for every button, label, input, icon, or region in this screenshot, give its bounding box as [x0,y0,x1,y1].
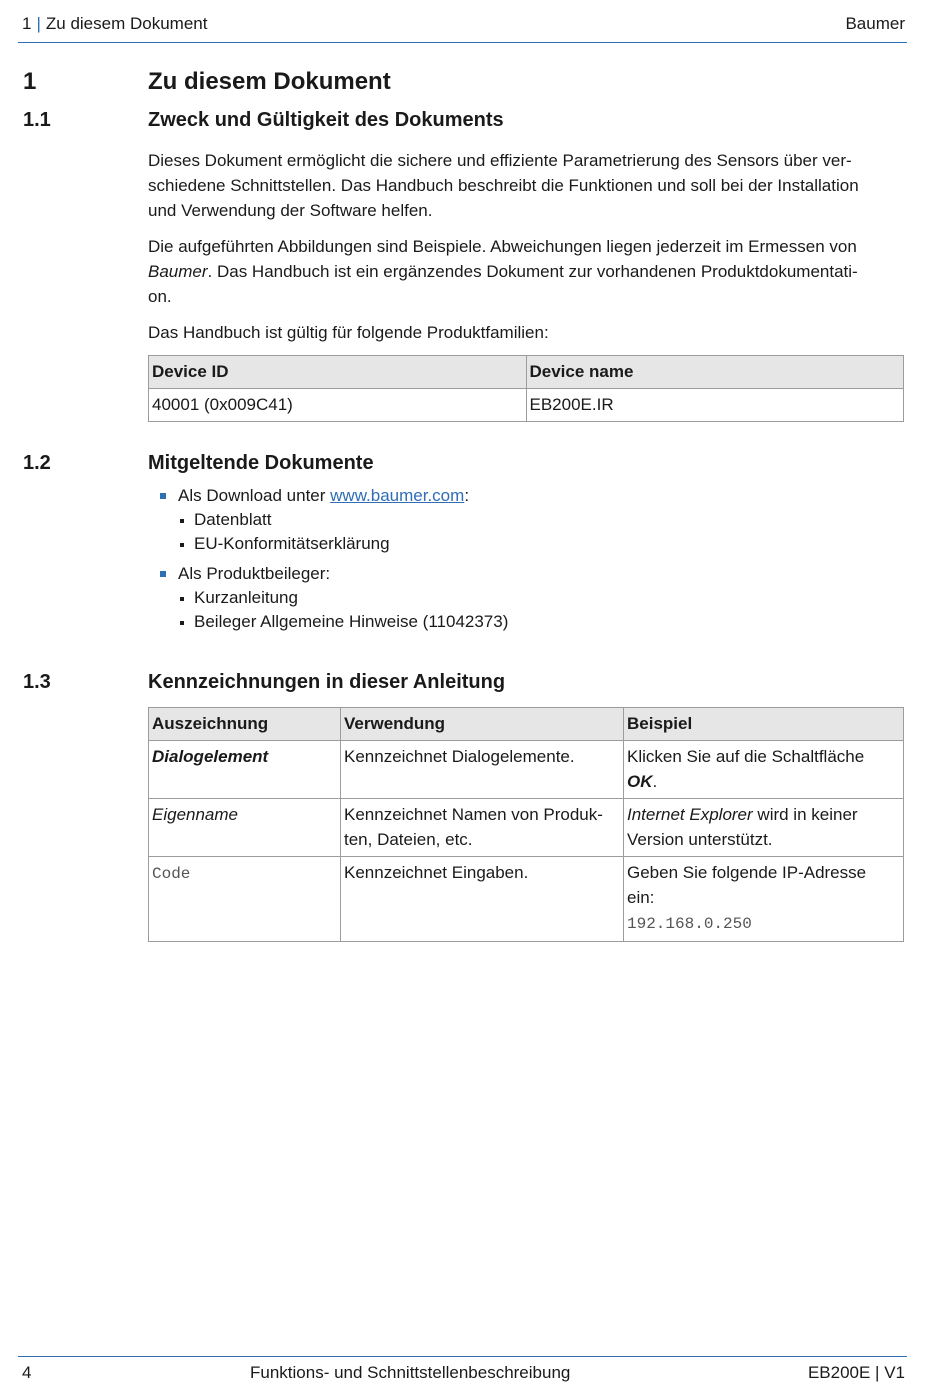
footer-product: EB200E | V1 [807,1363,905,1382]
page-number: 4 [22,1363,32,1382]
small-bullet-icon [180,621,184,625]
list-item [148,484,903,508]
paragraph-line: und Verwendung der Software helfen. [148,201,433,220]
related-documents-list [148,484,903,634]
ip-address-code: 192.168.0.250 [627,915,752,933]
table-row [149,741,904,799]
cell-text: ten, Dateien, etc. [344,830,473,849]
sub-list-item [148,532,903,556]
page-header [22,14,905,40]
paragraph-figures [148,234,903,309]
heading-1-number: 1 [23,68,37,95]
header-brand: Baumer [845,14,905,33]
paragraph-validity: Das Handbuch ist gültig für folgende Produktfamilien: [148,323,549,342]
header-rule [18,42,907,43]
sub-list-item [148,586,903,610]
table-row [149,857,904,942]
list-item-text: : [464,486,470,505]
dialog-element-sample: Dialogelement [152,747,269,766]
table-header-row [149,708,904,741]
table-cell: EB200E.IR [526,389,904,422]
cell-text: Klicken Sie auf die Schaltfläche [627,747,865,766]
column-header: Auszeichnung [149,708,341,741]
cell-text: Geben Sie folgende IP-Adresse [627,863,867,882]
column-header: Device ID [149,356,527,389]
proper-name-sample: Eigenname [152,805,239,824]
header-separator: | [36,14,41,33]
paragraph-line: schiedene Schnittstellen. Das Handbuch beschreibt die Funktionen und soll bei der Installation [148,176,859,195]
column-header: Device name [526,356,904,389]
heading-1-2-title: Mitgeltende Dokumente [148,452,374,474]
paragraph-line: on. [148,287,172,306]
sub-list-item-text: Kurzanleitung [194,588,298,607]
paragraph-purpose [148,148,903,223]
sub-list-item-text: Beileger Allgemeine Hinweise (11042373) [194,612,509,631]
heading-1-2-number: 1.2 [23,452,51,474]
table-cell [624,857,904,942]
heading-1-1-number: 1.1 [23,109,51,131]
list-item [148,562,903,586]
header-chapter-title: Zu diesem Dokument [45,14,208,33]
table-cell [624,741,904,799]
column-header: Beispiel [624,708,904,741]
sub-list-item-text: EU-Konformitätserklärung [194,534,390,553]
sub-list-item [148,610,903,634]
section-1-1-body [148,148,903,356]
table-row [149,799,904,857]
table-header-row [149,356,904,389]
footer-doc-title: Funktions- und Schnittstellenbeschreibung [250,1363,571,1382]
baumer-website-link[interactable]: www.baumer.com [330,486,465,505]
table-cell: Kennzeichnet Eingaben. [341,857,624,942]
ok-button-label-sample: OK [627,772,653,791]
paragraph-line: Die aufgeführten Abbildungen sind Beispiele. Abweichungen liegen jederzeit im Ermessen von [148,237,857,256]
list-item-text: Als Produktbeileger: [178,564,331,583]
cell-text: ein: [627,888,655,907]
small-bullet-icon [180,597,184,601]
paragraph-line: . Das Handbuch ist ein ergänzendes Dokument zur vorhandenen Produktdokumentati- [207,262,858,281]
sub-list-item [148,508,903,532]
table-row [149,389,904,422]
proper-name-example: Internet Explorer [627,805,753,824]
heading-1-3-title: Kennzeichnungen in dieser Anleitung [148,671,506,693]
column-header: Verwendung [341,708,624,741]
square-bullet-icon [160,571,166,577]
small-bullet-icon [180,519,184,523]
cell-text: Version unterstützt. [627,830,773,849]
header-chapter-num: 1 [22,14,32,33]
list-item-text: Als Download unter [178,486,331,505]
table-cell [149,799,341,857]
cell-text: wird in keiner [752,805,858,824]
heading-1-title: Zu diesem Dokument [148,68,391,95]
code-sample: Code [152,865,191,883]
markup-conventions-table [148,707,904,942]
cell-text: . [652,772,658,791]
table-cell [341,799,624,857]
cell-text: Kennzeichnet Namen von Produk- [344,805,603,824]
table-cell: 40001 (0x009C41) [149,389,527,422]
heading-1-1-title: Zweck und Gültigkeit des Dokuments [148,109,504,131]
square-bullet-icon [160,493,166,499]
sub-list-item-text: Datenblatt [194,510,272,529]
heading-1-3-number: 1.3 [23,671,51,693]
table-cell [149,857,341,942]
table-cell [149,741,341,799]
device-table [148,355,904,422]
small-bullet-icon [180,543,184,547]
paragraph-line: Dieses Dokument ermöglicht die sichere und effiziente Parametrierung des Sensors über ver- [148,151,852,170]
header-chapter [22,14,207,34]
footer-rule [18,1356,907,1357]
table-cell: Kennzeichnet Dialogelemente. [341,741,624,799]
table-cell [624,799,904,857]
brand-name: Baumer [148,262,208,281]
